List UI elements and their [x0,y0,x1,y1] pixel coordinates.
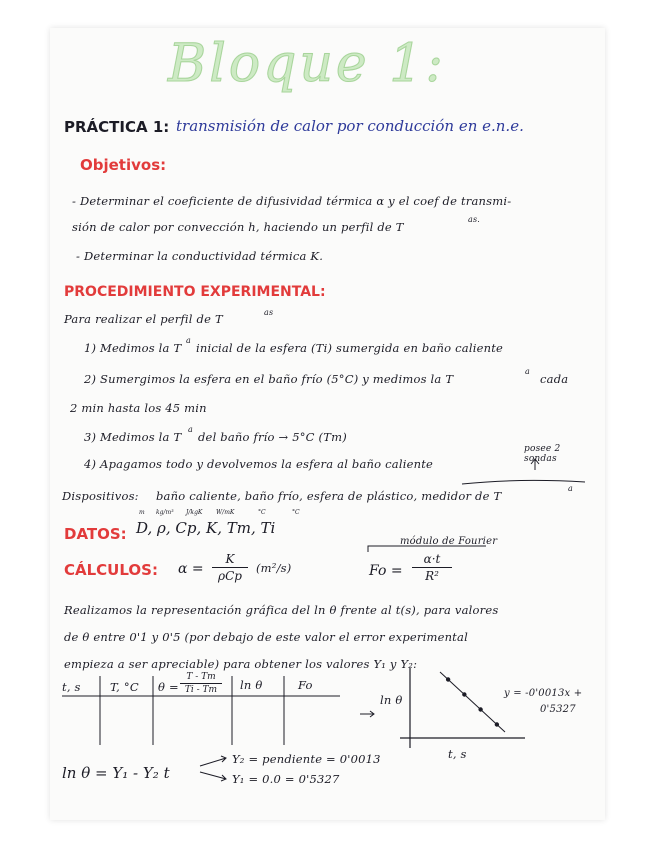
dispositivos-sup: a [568,484,573,493]
note-underline [462,480,585,484]
fourier-bracket [368,546,486,552]
graph-xlabel: t, s [448,747,467,761]
objetivos-sup: as. [468,215,481,224]
practica-topic: transmisión de calor por conducción en e.n.e. [176,117,524,135]
note-arrow-icon [531,459,539,470]
theta-numerator: T - Tm [186,672,216,682]
table-header-fo: Fo [298,678,313,692]
graph-point [462,692,466,696]
graph-point [495,722,499,726]
representacion-line-3: empieza a ser apreciable) para obtener los valores Y₁ y Y₂: [64,657,418,671]
table-header-T: T, °C [110,680,139,694]
datos-unit-tm: °C [258,509,266,516]
datos-unit-d: m [139,509,145,516]
datos-unit-k: W/mK [216,509,235,516]
alpha-numerator: K [225,552,235,566]
procedimiento-step-1: 1) Medimos la T [84,341,182,355]
datos-unit-ti: °C [292,509,300,516]
datos-unit-rho: kg/m³ [156,509,174,516]
representacion-line-2: de θ entre 0'1 y 0'5 (por debajo de este valor el error experimental [64,630,468,644]
fourier-denominator: R² [425,569,439,583]
objetivos-line-2: sión de calor por convección h, haciendo un perfil de T [72,220,404,234]
procedimiento-intro: Para realizar el perfil de T [64,312,223,326]
graph-ylabel: ln θ [380,693,403,707]
fourier-numerator: α·t [423,552,441,566]
datos-unit-cp: J/kgK [186,509,203,516]
y2-arrow-icon [200,756,226,766]
step3-sup: a [188,425,193,434]
graph-arrow-icon [360,711,374,717]
table-header-lntheta: ln θ [240,678,263,692]
final-y1: Y₁ = 0.0 = 0'5327 [232,772,340,786]
datos-label: DATOS: [64,525,127,543]
table-header-t: t, s [62,680,81,694]
calculos-label: CÁLCULOS: [64,561,158,579]
procedimiento-step-3: 3) Medimos la T [84,430,182,444]
procedimiento-step-4: 4) Apagamos todo y devolvemos la esfera al baño caliente [84,457,434,471]
procedimiento-step-2: 2) Sumergimos la esfera en el baño frío (5°C) y medimos la T [84,372,454,386]
practica-label: PRÁCTICA 1: [64,118,170,136]
table-header-theta: θ = [158,680,179,694]
graph-point [446,677,450,681]
representacion-line-1: Realizamos la representación gráfica del ln θ frente al t(s), para valores [64,603,499,617]
alpha-eq: α = [178,561,204,577]
procedimiento-step-2-rest: cada [540,372,569,386]
procedimiento-intro-sup: as [264,308,274,317]
objetivos-line-3: - Determinar la conductividad térmica K. [76,249,324,263]
graph-point [478,707,482,711]
dispositivos-text: baño caliente, baño frío, esfera de plástico, medidor de T [156,489,502,503]
theta-denominator: Ti - Tm [184,685,218,695]
page-title: Bloque 1: [168,34,446,94]
procedimiento-step-3-rest: del baño frío → 5°C (Tm) [198,430,347,444]
y1-arrow-icon [200,772,226,781]
procedimiento-step-2b: 2 min hasta los 45 min [70,401,207,415]
datos-symbols: D, ρ, Cp, K, Tm, Ti [136,519,276,537]
final-y2: Y₂ = pendiente = 0'0013 [232,752,381,766]
step1-sup: a [186,336,191,345]
step2-sup: a [525,367,530,376]
graph-equation-2: 0'5327 [540,704,576,715]
graph-trendline [440,672,505,732]
objetivos-line-1: - Determinar el coeficiente de difusividad térmica α y el coef de transmi- [72,194,512,208]
procedimiento-heading: PROCEDIMIENTO EXPERIMENTAL: [64,284,326,300]
objetivos-heading: Objetivos: [80,156,167,174]
alpha-units: (m²/s) [256,561,292,575]
procedimiento-note: posee 2 sondas [524,444,561,464]
fourier-title: módulo de Fourier [400,536,498,547]
final-equation: ln θ = Y₁ - Y₂ t [62,764,170,782]
graph-equation-1: y = -0'0013x + [504,688,583,699]
alpha-denominator: ρCp [218,569,242,583]
fourier-eq: Fo = [369,563,403,579]
dispositivos-label: Dispositivos: [62,489,139,503]
procedimiento-step-1-rest: inicial de la esfera (Ti) sumergida en baño caliente [196,341,504,355]
